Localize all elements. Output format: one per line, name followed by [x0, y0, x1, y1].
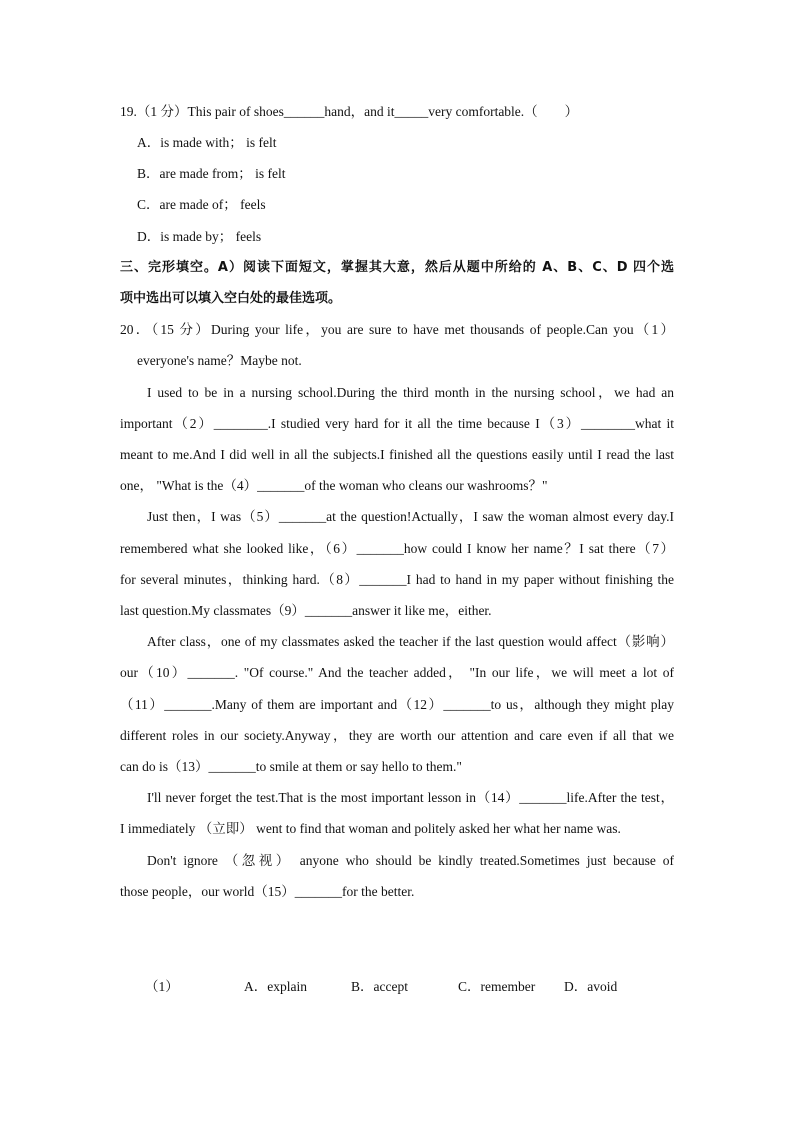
- answer-number: （1）: [145, 979, 179, 994]
- q19-option-c[interactable]: C．are made of； feels: [137, 197, 266, 212]
- passage-line: （11）_______.Many of them are important and（12）_______to us，although they might play: [120, 697, 674, 712]
- q19-option-b[interactable]: B．are made from； is felt: [137, 166, 286, 181]
- q20-stem-cont: everyone's name？Maybe not.: [137, 353, 302, 368]
- passage-line: important（2）________.I studied very hard for it all the time because I（3）________what it: [120, 416, 674, 431]
- passage-line: meant to me.And I did well in all the subjects.I finished all the questions easily until I read the last: [120, 447, 674, 462]
- q20-stem: 20．（15 分）During your life，you are sure to have met thousands of people.Can you（1）: [120, 322, 674, 337]
- passage-line: I used to be in a nursing school.During the third month in the nursing school，we had an: [147, 385, 674, 400]
- answer-option-a[interactable]: A．explain: [244, 979, 307, 994]
- q19-option-a[interactable]: A．is made with； is felt: [137, 135, 277, 150]
- passage-line: those people，our world（15）_______for the better.: [120, 884, 415, 899]
- passage-line: I'll never forget the test.That is the most important lesson in（14）_______life.After the test，: [147, 790, 674, 805]
- passage-line: our（10）_______. "Of course." And the teacher added， "In our life，we will meet a lot of: [120, 665, 674, 680]
- passage-line: for several minutes，thinking hard.（8）_______I had to hand in my paper without finishing the: [120, 572, 674, 587]
- passage-line: different roles in our society.Anyway，they are worth our attention and care even if all that we: [120, 728, 674, 743]
- passage-line: remembered what she looked like，（6）_______how could I know her name？I sat there（7）: [120, 541, 674, 556]
- answer-option-b[interactable]: B．accept: [351, 979, 408, 994]
- passage-line: Just then，I was（5）_______at the question!Actually，I saw the woman almost every day.I: [147, 509, 674, 524]
- passage-line: After class，one of my classmates asked the teacher if the last question would affect（影响）: [147, 634, 674, 649]
- section-3-heading-cont: 项中选出可以填入空白处的最佳选项。: [120, 291, 342, 306]
- answer-option-d[interactable]: D．avoid: [564, 979, 618, 994]
- q19-option-d[interactable]: D．is made by； feels: [137, 229, 262, 244]
- passage-line: can do is（13）_______to smile at them or say hello to them.": [120, 759, 462, 774]
- passage-line: last question.My classmates（9）_______answer it like me，either.: [120, 603, 492, 618]
- section-3-heading: 三、完形填空。A）阅读下面短文，掌握其大意，然后从题中所给的 A、B、C、D 四个选: [120, 260, 674, 275]
- passage-line: Don't ignore （忽视） anyone who should be kindly treated.Sometimes just because of: [147, 853, 674, 868]
- passage-line: I immediately （立即） went to find that woman and politely asked her what her name was.: [120, 821, 621, 836]
- passage-line: one， "What is the（4）_______of the woman who cleans our washrooms？": [120, 478, 548, 493]
- answer-option-c[interactable]: C．remember: [458, 979, 536, 994]
- q19-stem: 19.（1 分）This pair of shoes______hand，and it_____very comfortable.（ ）: [120, 104, 579, 119]
